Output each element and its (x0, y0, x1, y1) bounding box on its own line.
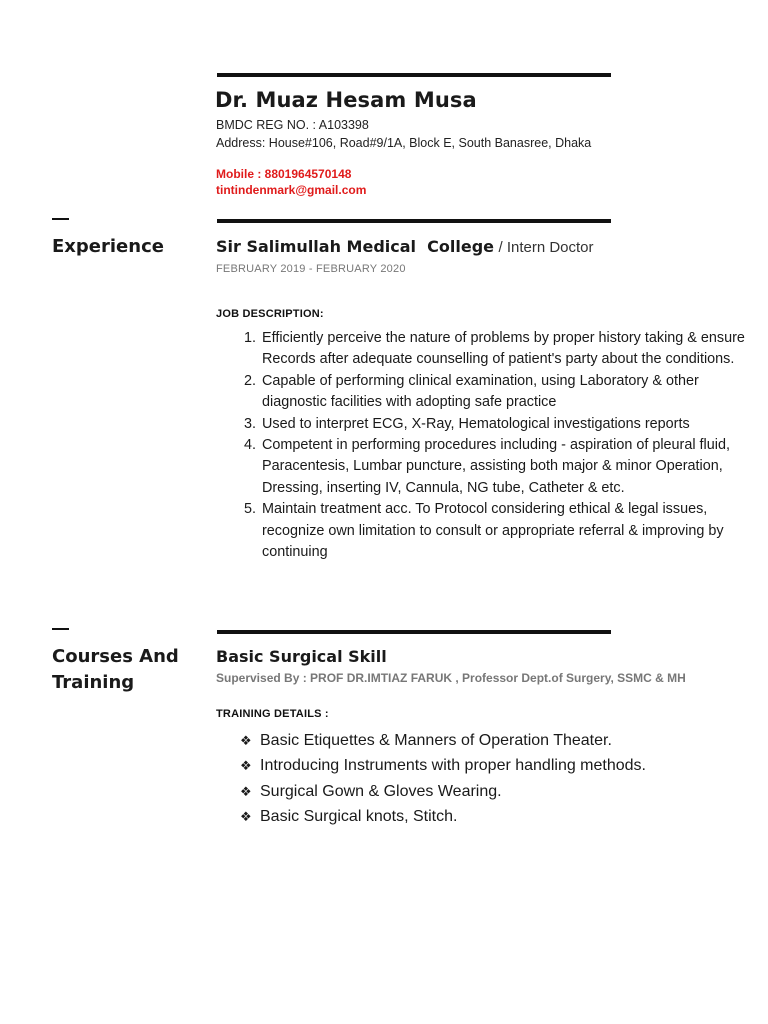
courses-marker (52, 628, 69, 630)
list-item: 5. Maintain treatment acc. To Protocol considering ethical & legal issues, recognize own limitation to consult or appropriate referral & improving by continuing (260, 499, 760, 563)
course-name: Basic Surgical Skill (216, 647, 387, 666)
job-description-label: JOB DESCRIPTION: (216, 308, 324, 320)
course-supervisor: Supervised By : PROF DR.IMTIAZ FARUK , Professor Dept.of Surgery, SSMC & MH (216, 671, 686, 685)
courses-divider (217, 630, 611, 634)
mobile-number: Mobile : 8801964570148 (216, 167, 352, 181)
list-item (240, 779, 646, 804)
experience-section-title: Experience (52, 236, 164, 257)
list-item (240, 804, 646, 829)
header-divider (217, 73, 611, 77)
diamond-bullet-icon: ❖ (240, 758, 252, 774)
diamond-bullet-icon: ❖ (240, 733, 252, 748)
address: Address: House#106, Road#9/1A, Block E, South Banasree, Dhaka (216, 136, 592, 150)
list-item: 1. Efficiently perceive the nature of problems by proper history taking & ensure Records after adequate counselling of patient's party about the conditions. (260, 328, 760, 371)
organization-name: Sir Salimullah Medical College (216, 237, 495, 256)
training-details-label: TRAINING DETAILS : (216, 708, 329, 720)
diamond-bullet-icon: ❖ (240, 808, 252, 824)
courses-title-line-2: Training (52, 672, 135, 693)
courses-title-line-1: Courses And (52, 646, 179, 667)
list-item: 4. Competent in performing procedures including - aspiration of pleural fluid, Paracentesis, Lumbar puncture, assisting both major & minor Operation, Dressing, inserting IV, Cannula, NG tube, Catheter & etc. (260, 435, 760, 499)
training-details-list (240, 728, 646, 829)
training-item-text: Basic Etiquettes & Manners of Operation Theater. (260, 732, 612, 749)
training-item-text: Basic Surgical knots, Stitch. (260, 807, 458, 825)
experience-divider (217, 219, 611, 223)
list-item: 3. Used to interpret ECG, X-Ray, Hematological investigations reports (260, 414, 760, 435)
email-address: tintindenmark@gmail.com (216, 183, 367, 197)
courses-section-title (52, 644, 179, 696)
experience-dates: FEBRUARY 2019 - FEBRUARY 2020 (216, 263, 406, 275)
list-item: 2. Capable of performing clinical examination, using Laboratory & other diagnostic facilities with adopting safe practice (260, 371, 760, 414)
job-role: / Intern Doctor (498, 239, 594, 256)
candidate-name: Dr. Muaz Hesam Musa (215, 88, 477, 112)
list-item (240, 728, 646, 753)
registration-number: BMDC REG NO. : A103398 (216, 118, 369, 132)
training-item-text: Surgical Gown & Gloves Wearing. (260, 782, 502, 800)
experience-marker (52, 218, 69, 220)
list-item (240, 753, 646, 778)
experience-heading (216, 237, 594, 257)
diamond-bullet-icon: ❖ (240, 783, 252, 799)
job-description-list (215, 328, 760, 563)
training-item-text: Introducing Instruments with proper handling methods. (260, 757, 646, 775)
